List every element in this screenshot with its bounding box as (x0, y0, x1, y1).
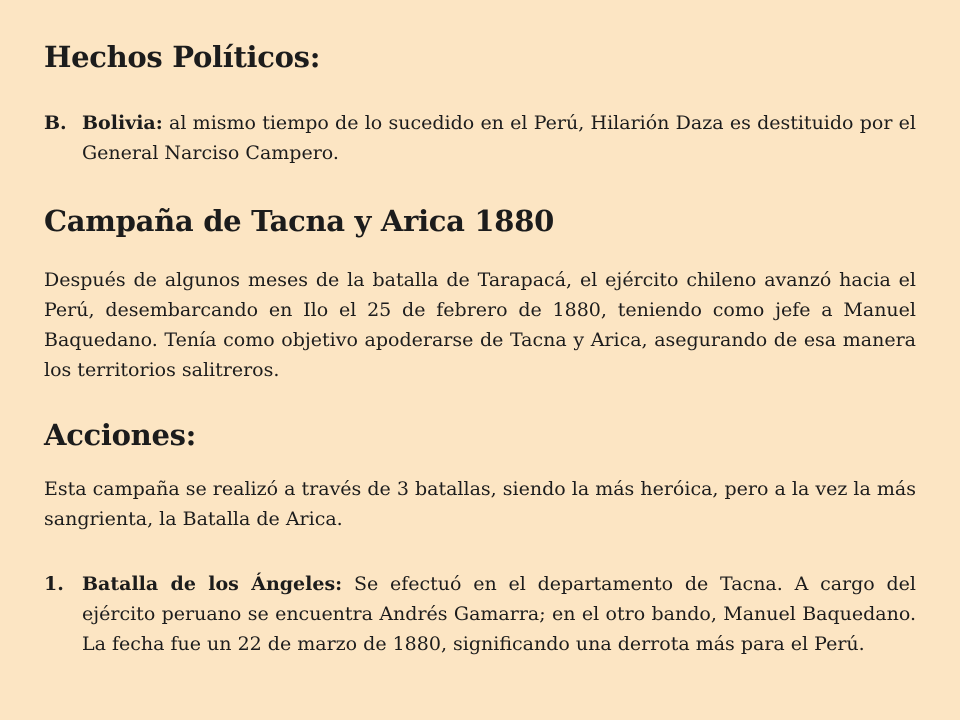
heading-acciones: Acciones: (44, 418, 197, 452)
list-item-body (82, 569, 916, 659)
list-item-term: Batalla de los Ángeles: (82, 573, 343, 595)
heading-campana-tacna-arica: Campaña de Tacna y Arica 1880 (44, 204, 554, 238)
list-item-term: Bolivia: (82, 112, 163, 134)
list-item-batalla-angeles (44, 569, 916, 659)
list-item-body (82, 108, 916, 168)
list-item-bolivia (44, 108, 916, 168)
list-item-text: Se efectuó en el departamento de Tacna. A cargo del ejército peruano se encuentra Andrés Gamarra; en el otro bando, Manuel Baquedano. La fecha fue un 22 de marzo de 1880, significando una derrota más para el Perú. (82, 573, 916, 655)
paragraph-campana: Después de algunos meses de la batalla de Tarapacá, el ejército chileno avanzó hacia el Perú, desembarcando en Ilo el 25 de febrero de 1880, teniendo como jefe a Manuel Baquedano. Tenía como objetivo apoderarse de Tacna y Arica, asegurando de esa manera los territorios salitreros. (44, 269, 916, 381)
paragraph-acciones: Esta campaña se realizó a través de 3 batallas, siendo la más heróica, pero a la vez la más sangrienta, la Batalla de Arica. (44, 478, 916, 530)
list-item-text: al mismo tiempo de lo sucedido en el Perú, Hilarión Daza es destituido por el General Narciso Campero. (82, 112, 916, 164)
list-marker: 1. (44, 573, 64, 595)
heading-hechos-politicos: Hechos Políticos: (44, 40, 321, 74)
list-marker: B. (44, 112, 67, 134)
